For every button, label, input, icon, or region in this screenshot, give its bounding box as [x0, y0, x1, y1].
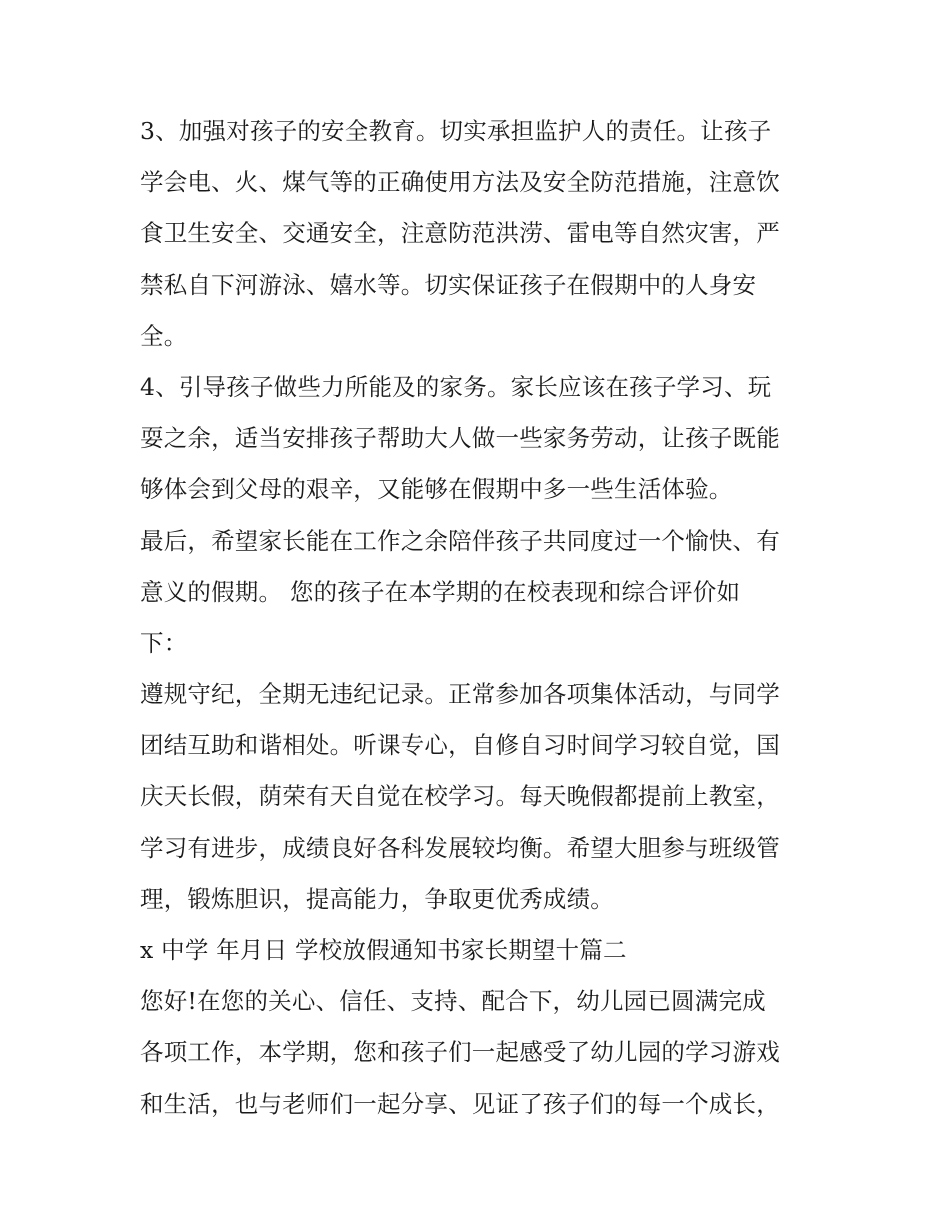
- text-line: 全。: [140, 321, 188, 350]
- text-line: 3、加强对孩子的安全教育。切实承担监护人的责任。让孩子: [140, 117, 772, 145]
- text-line: 耍之余，适当安排孩子帮助大人做一些家务劳动，让孩子既能: [140, 424, 780, 453]
- text-line: 遵规守纪，全期无违纪记录。正常参加各项集体活动，与同学: [140, 680, 780, 709]
- section-heading: x 中学 年月日 学校放假通知书家长期望十篇二: [140, 936, 627, 964]
- text-line: 您好!在您的关心、信任、支持、配合下，幼儿园已圆满完成: [140, 987, 766, 1016]
- text-line: 学习有进步，成绩良好各科发展较均衡。希望大胆参与班级管: [140, 833, 780, 862]
- text-line: 理，锻炼胆识，提高能力，争取更优秀成绩。: [140, 884, 614, 913]
- text-line: 庆天长假，荫荣有天自觉在校学习。每天晚假都提前上教室，: [140, 782, 780, 811]
- text-line: 下：: [140, 628, 188, 657]
- text-line: 最后，希望家长能在工作之余陪伴孩子共同度过一个愉快、有: [140, 526, 780, 555]
- document-body: [140, 106, 820, 1130]
- text-line: 学会电、火、煤气等的正确使用方法及安全防范措施，注意饮: [140, 168, 780, 197]
- text-line: 够体会到父母的艰辛，又能够在假期中多一些生活体验。: [140, 475, 733, 504]
- text-line: 禁私自下河游泳、嬉水等。切实保证孩子在假期中的人身安: [140, 270, 757, 299]
- text-line: 4、引导孩子做些力所能及的家务。家长应该在孩子学习、玩: [140, 372, 772, 401]
- text-line: 团结互助和谐相处。听课专心，自修自习时间学习较自觉，国: [140, 731, 780, 760]
- text-line: 食卫生安全、交通安全，注意防范洪涝、雷电等自然灾害，严: [140, 219, 780, 248]
- text-line: 各项工作，本学期，您和孩子们一起感受了幼儿园的学习游戏: [140, 1038, 780, 1067]
- text-line: 和生活，也与老师们一起分享、见证了孩子们的每一个成长，: [140, 1089, 780, 1118]
- text-line: 意义的假期。 您的孩子在本学期的在校表现和综合评价如: [140, 577, 741, 606]
